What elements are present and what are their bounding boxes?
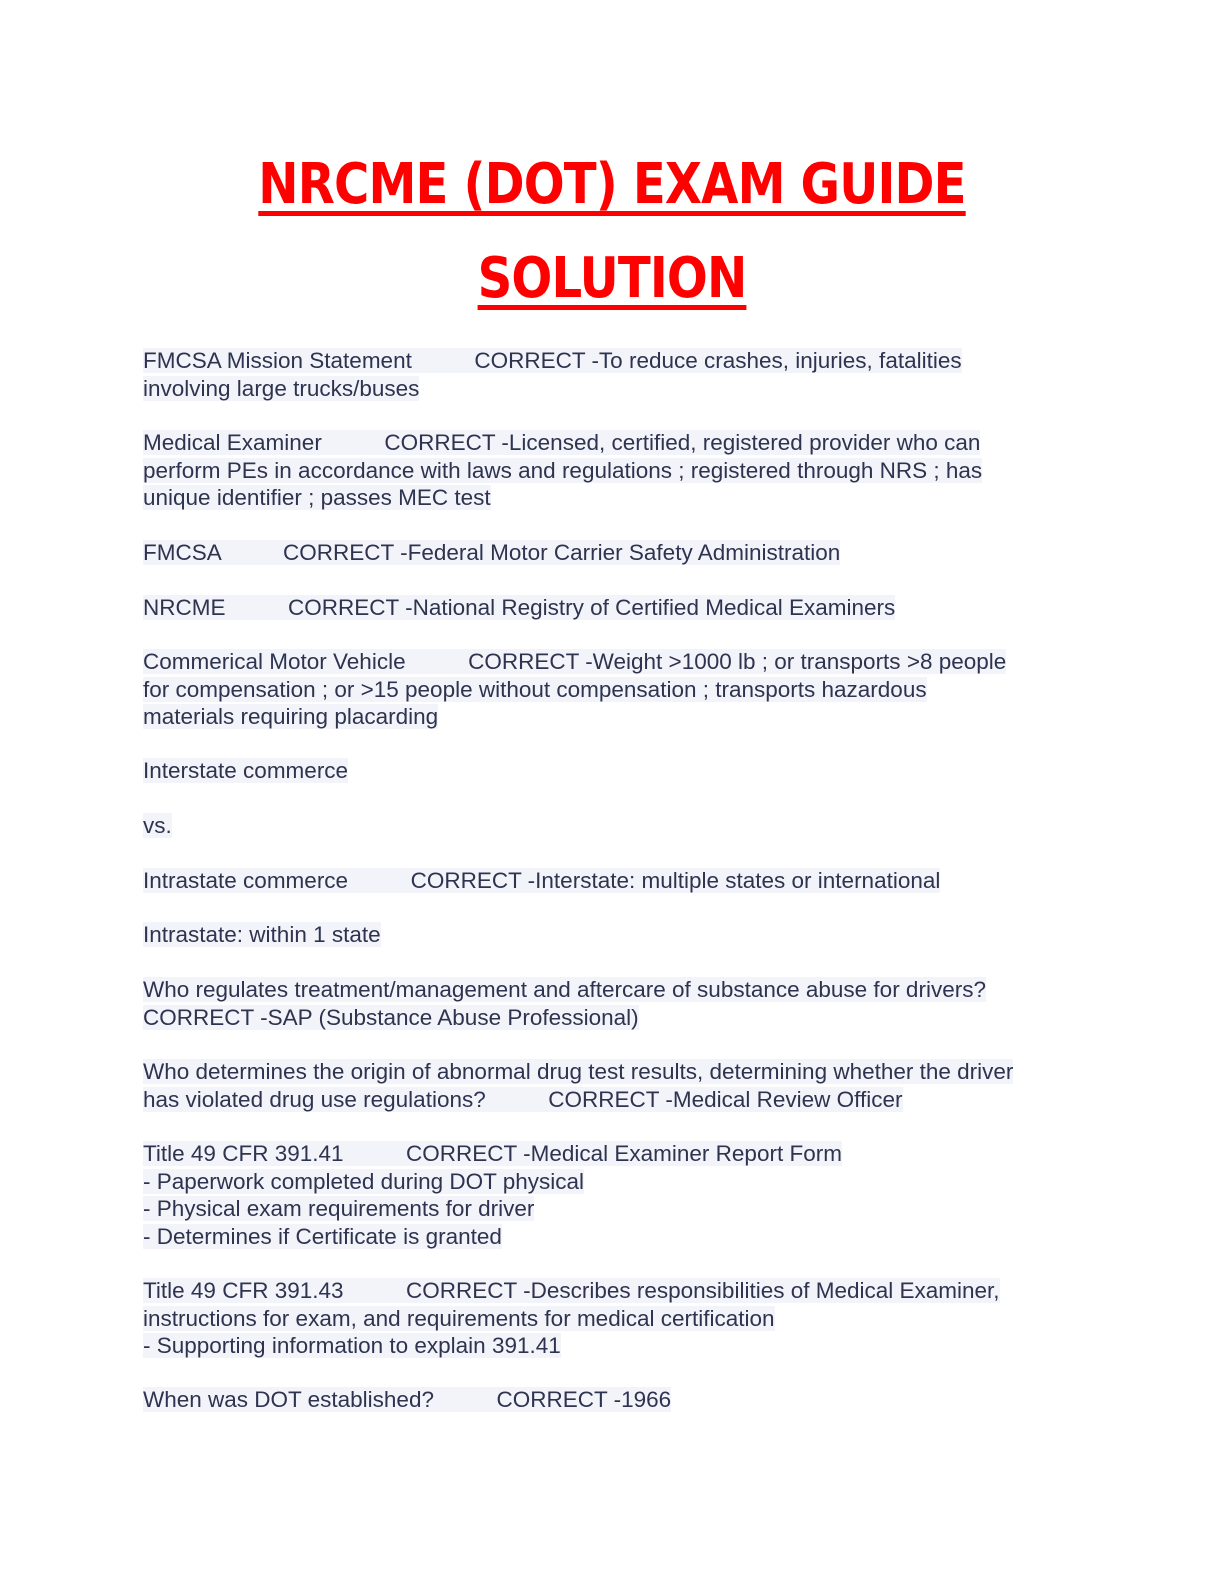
- qa-entry-intrastate-def: [143, 921, 1073, 949]
- entry-text: for compensation ; or >15 people without compensation ; transports hazardous: [143, 676, 927, 702]
- qa-entry-sap: [143, 976, 1073, 1031]
- qa-entry-nrcme: [143, 594, 1073, 622]
- qa-entry-medical-examiner: [143, 429, 1073, 512]
- qa-entry-fmcsa: [143, 539, 1073, 567]
- entry-text: When was DOT established? CORRECT -1966: [143, 1387, 672, 1412]
- entry-text: Intrastate commerce CORRECT -Interstate: multiple states or international: [143, 868, 941, 893]
- entry-text: Title 49 CFR 391.43 CORRECT -Describes responsibilities of Medical Examiner,: [143, 1278, 1000, 1303]
- entry-text: NRCME CORRECT -National Registry of Certified Medical Examiners: [143, 595, 896, 620]
- entry-text: CORRECT -SAP (Substance Abuse Professional): [143, 1004, 639, 1030]
- entry-text: FMCSA Mission Statement CORRECT -To reduce crashes, injuries, fatalities: [143, 348, 962, 373]
- entry-text: FMCSA CORRECT -Federal Motor Carrier Safety Administration: [143, 540, 841, 565]
- qa-entry-fmcsa-mission: [143, 347, 1073, 402]
- entry-text: - Physical exam requirements for driver: [143, 1196, 535, 1221]
- entry-text: - Determines if Certificate is granted: [143, 1223, 502, 1249]
- qa-entry-dot-established: [143, 1386, 1073, 1414]
- entry-text: - Paperwork completed during DOT physical: [143, 1168, 585, 1194]
- entry-text: materials requiring placarding: [143, 704, 439, 729]
- qa-entry-vs: [143, 812, 1073, 840]
- entry-text: perform PEs in accordance with laws and regulations ; registered through NRS ; has: [143, 457, 983, 483]
- entry-text: Intrastate: within 1 state: [143, 922, 381, 947]
- entry-text: Interstate commerce: [143, 758, 349, 783]
- entry-text: Who regulates treatment/management and aftercare of substance abuse for drivers?: [143, 977, 986, 1002]
- qa-entry-mro: [143, 1058, 1073, 1113]
- entry-text: - Supporting information to explain 391.41: [143, 1333, 561, 1358]
- entry-text: instructions for exam, and requirements for medical certification: [143, 1305, 775, 1331]
- entry-text: Title 49 CFR 391.41 CORRECT -Medical Examiner Report Form: [143, 1141, 842, 1166]
- entry-text: Medical Examiner CORRECT -Licensed, certified, registered provider who can: [143, 430, 981, 455]
- entry-text: has violated drug use regulations? CORRECT -Medical Review Officer: [143, 1086, 903, 1112]
- qa-entry-cfr-391-43: [143, 1277, 1073, 1360]
- entry-text: involving large trucks/buses: [143, 375, 420, 401]
- entry-text: Who determines the origin of abnormal drug test results, determining whether the driver: [143, 1059, 1014, 1084]
- document-title-line-2: SOLUTION: [477, 246, 747, 311]
- qa-entry-cmv: [143, 648, 1073, 731]
- qa-entry-cfr-391-41: [143, 1140, 1073, 1250]
- document-title-line-1: NRCME (DOT) EXAM GUIDE: [258, 152, 966, 217]
- entry-text: unique identifier ; passes MEC test: [143, 485, 491, 510]
- qa-entry-interstate: [143, 757, 1073, 785]
- entry-text: vs.: [143, 813, 172, 838]
- qa-entry-intrastate: [143, 867, 1073, 895]
- entry-text: Commerical Motor Vehicle CORRECT -Weight >1000 lb ; or transports >8 people: [143, 649, 1007, 674]
